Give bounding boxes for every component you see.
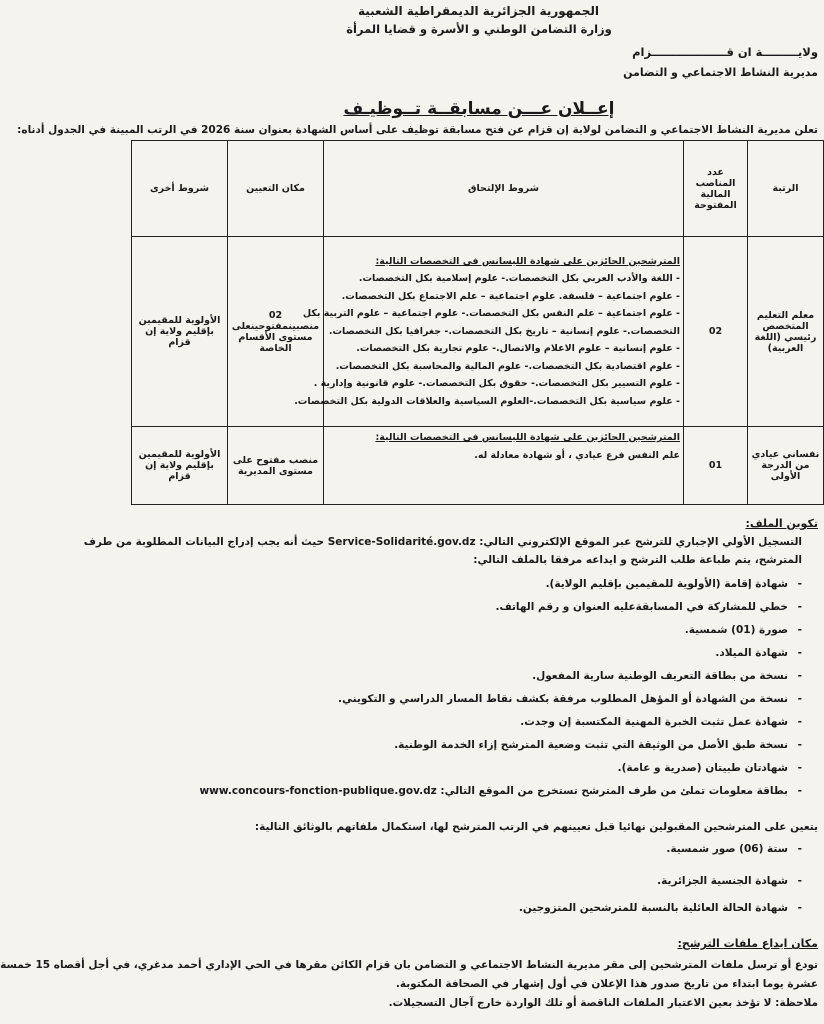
accepted-intro-line: يتعين على المترشحين المقبولين نهائيا قبل تعيينهم في الرتب المترشح لها، استكمال ملفاتهم بالوثائق التالية: — [254, 821, 818, 833]
accepted-intro — [135, 818, 818, 837]
header-grade: الرتبة — [748, 141, 824, 237]
list-item: - نسخة من بطاقة التعريف الوطنية سارية المفعول. — [142, 670, 802, 693]
list-item: - شهادة الميلاد. — [142, 647, 802, 670]
registration-text — [83, 533, 802, 569]
condition-line: - علوم سياسية بكل التخصصات.-العلوم السياسية والعلاقات الدولية بكل التخصصات. — [294, 395, 680, 407]
required-documents-list — [142, 578, 802, 808]
table-row — [132, 427, 824, 505]
header-other: شروط أخرى — [132, 141, 228, 237]
grade-cell: معلم التعليم المتخصص رئيسي (اللغة العربية) — [748, 237, 824, 427]
count-cell: 01 — [684, 427, 748, 505]
header-count: عدد المناصب المالية المفتوحة — [684, 141, 748, 237]
deposit-line: تودع أو ترسل ملفات المترشحين إلى مقر مديرية النشاط الاجتماعي و التضامن بان قزام الكائن مقرها في الحي الإداري أحمد مدغري، في أجل أقصاه 15 خمسة — [0, 959, 818, 971]
condition-line: المترشحين الحائزين على شهادة الليسانس في التخصصات التالية: — [375, 255, 680, 267]
grade-cell: نفساني عيادي من الدرجة الأولى — [748, 427, 824, 505]
directorate-title: مديرية النشاط الاجتماعي و التضامن — [623, 66, 818, 79]
other-cell: الأولوية للمقيمين بإقليم ولاية إن قزام — [132, 427, 228, 505]
ministry-title: وزارة التضامن الوطني و الأسرة و قضايا المرأة — [346, 22, 612, 36]
condition-line: - علوم اقتصادية بكل التخصصات.- علوم المالية والمحاسبة بكل التخصصات. — [335, 360, 680, 372]
place-cell: 02 منصبينمفتوحينعلى مستوى الأقسام الخاصة — [228, 237, 324, 427]
list-item: - نسخة من الشهادة أو المؤهل المطلوب مرفقة بكشف نقاط المسار الدراسي و التكويني. — [142, 693, 802, 716]
place-cell: منصب مفتوح على مستوى المديرية — [228, 427, 324, 505]
file-section-title: تكوين الملف: — [745, 517, 818, 530]
condition-line: - علوم اجتماعية – فلسفة. علوم اجتماعية – علم الاجتماع بكل التخصصات. — [341, 290, 680, 302]
condition-line: علم النفس فرع عيادي ، أو شهادة معادلة له. — [474, 449, 680, 461]
announcement-title: إعــلان عـــن مسابقــة تــوظيـف — [343, 99, 615, 119]
list-item: - شهادة الحالة العائلية بالنسبة للمترشحين المتزوجين. — [142, 902, 802, 926]
list-item: - شهادة عمل تثبت الخبرة المهنية المكتسبة إن وجدت. — [142, 716, 802, 739]
header-conditions: شروط الإلتحاق — [324, 141, 684, 237]
accepted-documents-list — [142, 843, 802, 926]
registration-line: المترشح، يتم طباعة طلب الترشح و ايداعه مرفقا بالملف التالي: — [473, 554, 802, 566]
wilaya-title: ولايـــــــــة ان قـــــــــــــــــــزام — [632, 45, 818, 59]
condition-line: المترشحين الحائزين على شهادة الليسانس في التخصصات التالية: — [375, 432, 680, 443]
condition-line: التخصصات.- علوم إنسانية – تاريخ بكل التخصصات.- جغرافيا بكل التخصصات. — [328, 325, 680, 337]
list-item: - نسخة طبق الأصل من الوثيقة التي تثبت وضعية المترشح إزاء الخدمة الوطنية. — [142, 739, 802, 762]
table-header-row — [132, 141, 824, 237]
list-item: - بطاقة معلومات تملئ من طرف المترشح تستخرج من الموقع التالي: www.concours-fonction-publique.gov.dz — [142, 785, 802, 808]
condition-line: - اللغة والأدب العربي بكل التخصصات.- علوم إسلامية بكل التخصصات. — [358, 273, 680, 285]
list-item: - شهادة إقامة (الأولوية للمقيمين بإقليم الولاية). — [142, 578, 802, 601]
conditions-cell — [324, 427, 684, 505]
list-item: - شهادتان طبيتان (صدرية و عامة). — [142, 762, 802, 785]
count-cell: 02 — [684, 237, 748, 427]
registration-line: التسجيل الأولي الإجباري للترشح عبر الموقع الإلكتروني التالي: Service-Solidarité.gov.dz حيث أنه يجب إدراج البيانات المطلوبة من طرف — [83, 536, 802, 548]
condition-line: - علوم اجتماعية – علم النفس بكل التخصصات.- علوم اجتماعية – علوم التربية بكل — [302, 308, 680, 320]
list-item: - خطي للمشاركة في المسابقةعليه العنوان و رقم الهاتف. — [142, 601, 802, 624]
other-cell: الأولوية للمقيمين بإقليم ولاية إن قزام — [132, 237, 228, 427]
condition-line: - علوم التسيير بكل التخصصات.- حقوق بكل التخصصات.- علوم قانونية وإدارية . — [313, 378, 680, 390]
republic-title: الجمهورية الجزائرية الديمقراطية الشعبية — [357, 4, 599, 18]
list-item: - ستة (06) صور شمسية. — [142, 843, 802, 875]
header-place: مكان التعيين — [228, 141, 324, 237]
list-item: - صورة (01) شمسية. — [142, 624, 802, 647]
deposit-title: مكان ايداع ملفات الترشح: — [677, 937, 818, 950]
condition-line: - علوم إنسانية – علوم الاعلام والاتصال.- علوم تجارية بكل التخصصات. — [356, 343, 680, 355]
jobs-table — [131, 140, 824, 505]
intro-text: تعلن مديرية النشاط الاجتماعي و التضامن لولاية إن قزام عن فتح مسابقة توظيف على أساس الشهادة بعنوان سنة 2026 في الرتب المبينة في الجدول أدناه: — [17, 124, 818, 136]
list-item: - شهادة الجنسية الجزائرية. — [142, 875, 802, 902]
deposit-note: ملاحظة: لا تؤخذ بعين الاعتبار الملفات الناقصة أو تلك الواردة خارج آجال التسجيلات. — [388, 997, 818, 1009]
deposit-text — [0, 956, 818, 1013]
deposit-line: عشرة يوما ابتداء من تاريخ صدور هذا الإعلان في أول إشهار في الصحافة المكتوبة. — [395, 978, 818, 990]
conditions-cell — [294, 237, 684, 427]
table-row — [132, 237, 824, 427]
